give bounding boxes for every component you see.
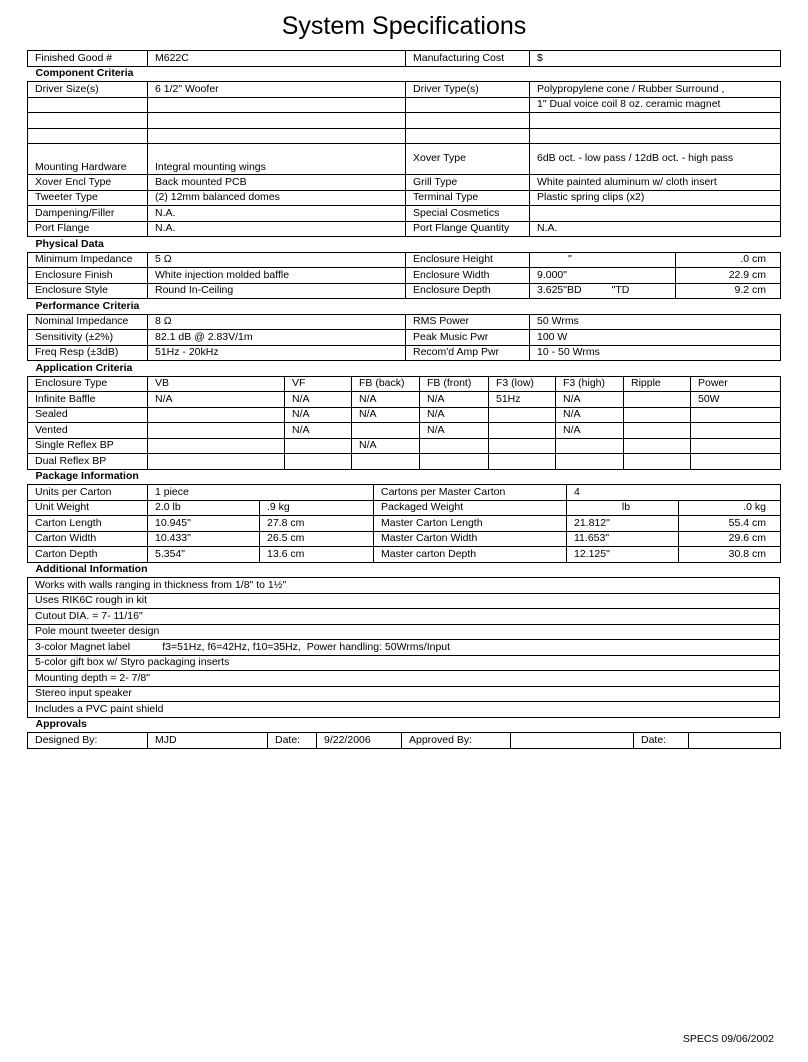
section-header (28, 361, 781, 376)
table-cell: N/A (285, 407, 352, 423)
col-header: FB (front) (420, 376, 489, 392)
cartons-per-master-value: 4 (567, 485, 781, 501)
table-cell (489, 454, 556, 470)
col-header: VB (148, 376, 285, 392)
table-row (28, 516, 781, 532)
list-item (28, 686, 780, 702)
freq-resp-value: 51Hz - 20kHz (148, 345, 406, 361)
list-item (28, 593, 780, 609)
table-cell: 50W (691, 392, 781, 408)
section-header (28, 237, 781, 252)
units-per-carton-value: 1 piece (148, 485, 374, 501)
enclosure-style-label: Enclosure Style (28, 283, 148, 299)
date2-label: Date: (634, 733, 689, 749)
port-flange-value: N.A. (148, 221, 406, 237)
table-cell (148, 407, 285, 423)
col-header: Ripple (624, 376, 691, 392)
additional-table (27, 563, 780, 718)
sensitivity-label: Sensitivity (±2%) (28, 330, 148, 346)
table-cell: Master Carton Width (374, 531, 567, 547)
finished-good-value: M622C (148, 51, 406, 67)
xover-encl-value: Back mounted PCB (148, 175, 406, 191)
driver-size-label: Driver Size(s) (28, 82, 148, 98)
list-item (28, 671, 780, 687)
table-cell (489, 423, 556, 439)
cosmetics-value (530, 206, 781, 222)
tweeter-type-value: (2) 12mm balanced domes (148, 190, 406, 206)
enclosure-style-value: Round In-Ceiling (148, 283, 406, 299)
enclosure-finish-value: White injection molded baffle (148, 268, 406, 284)
table-cell (352, 454, 420, 470)
driver-type-value-1: Polypropylene cone / Rubber Surround , (530, 82, 781, 98)
table-row (28, 82, 781, 98)
table-cell (420, 438, 489, 454)
table-cell (624, 438, 691, 454)
table-cell: Master carton Depth (374, 547, 567, 563)
table-cell: N/A (556, 407, 624, 423)
list-item (28, 578, 780, 594)
table-cell: Carton Width (28, 531, 148, 547)
table-cell: Master Carton Length (374, 516, 567, 532)
table-row (28, 51, 781, 67)
table-cell: Dual Reflex BP (28, 454, 148, 470)
table-cell (691, 438, 781, 454)
physical-heading: Physical Data (28, 237, 781, 252)
package-table (27, 470, 781, 563)
list-item (28, 640, 780, 656)
section-header (28, 299, 781, 314)
section-header (28, 470, 781, 485)
depth-bd: 3.625"BD (537, 284, 582, 296)
table-cell: 5.354" (148, 547, 260, 563)
approved-by-label: Approved By: (402, 733, 511, 749)
table-row (28, 392, 781, 408)
table-cell (691, 407, 781, 423)
table-row (28, 252, 781, 268)
cartons-per-master-label: Cartons per Master Carton (374, 485, 567, 501)
terminal-type-value: Plastic spring clips (x2) (530, 190, 781, 206)
table-cell: 11.653" (567, 531, 679, 547)
package-heading: Package Information (28, 470, 781, 485)
table-cell: N/A (420, 407, 489, 423)
table-cell: Carton Depth (28, 547, 148, 563)
table-cell: N/A (420, 392, 489, 408)
table-cell: 30.8 cm (679, 547, 781, 563)
table-row (28, 314, 781, 330)
amp-power-label: Recom'd Amp Pwr (406, 345, 530, 361)
cosmetics-label: Special Cosmetics (406, 206, 530, 222)
table-cell (148, 438, 285, 454)
component-heading: Component Criteria (28, 66, 781, 82)
table-cell: Vented (28, 423, 148, 439)
depth-td: "TD (611, 284, 630, 296)
note-line: Includes a PVC paint shield (28, 702, 780, 718)
table-cell: Single Reflex BP (28, 438, 148, 454)
spec-table-main (27, 50, 781, 237)
designed-by-value: MJD (148, 733, 268, 749)
table-cell (420, 454, 489, 470)
table-cell: 10.945" (148, 516, 260, 532)
table-cell (624, 423, 691, 439)
table-row (28, 485, 781, 501)
grill-type-label: Grill Type (406, 175, 530, 191)
performance-table (27, 299, 781, 361)
table-cell: Carton Length (28, 516, 148, 532)
port-flange-label: Port Flange (28, 221, 148, 237)
enclosure-width-cm: 22.9 cm (676, 268, 781, 284)
table-cell (285, 438, 352, 454)
note-line: Mounting depth = 2- 7/8" (28, 671, 780, 687)
amp-power-value: 10 - 50 Wrms (530, 345, 781, 361)
enclosure-height-label: Enclosure Height (406, 252, 530, 268)
section-header (28, 563, 780, 578)
approvals-heading: Approvals (28, 718, 781, 733)
min-impedance-value: 5 Ω (148, 252, 406, 268)
table-cell: 55.4 cm (679, 516, 781, 532)
table-cell: 21.812" (567, 516, 679, 532)
driver-size-value: 6 1/2" Woofer (148, 82, 406, 98)
enclosure-depth-label: Enclosure Depth (406, 283, 530, 299)
enclosure-height-in: " (530, 252, 676, 268)
driver-type-label: Driver Type(s) (406, 82, 530, 98)
list-item (28, 624, 780, 640)
table-cell (624, 454, 691, 470)
table-cell: Packaged Weight (374, 500, 567, 516)
xover-type-label: Xover Type (406, 144, 530, 175)
mounting-value: Integral mounting wings (148, 144, 406, 175)
port-qty-value: N.A. (530, 221, 781, 237)
list-item (28, 655, 780, 671)
enclosure-width-label: Enclosure Width (406, 268, 530, 284)
table-row (28, 547, 781, 563)
enclosure-depth-cm: 9.2 cm (676, 283, 781, 299)
table-cell: Sealed (28, 407, 148, 423)
note-line: Stereo input speaker (28, 686, 780, 702)
designed-by-label: Designed By: (28, 733, 148, 749)
application-heading: Application Criteria (28, 361, 781, 376)
port-qty-label: Port Flange Quantity (406, 221, 530, 237)
table-cell: 10.433" (148, 531, 260, 547)
xover-type-value: 6dB oct. - low pass / 12dB oct. - high pass (530, 144, 781, 175)
table-row (28, 438, 781, 454)
mfg-cost-value: $ (530, 51, 781, 67)
table-cell (489, 438, 556, 454)
table-row (28, 128, 781, 144)
table-cell: N/A (352, 392, 420, 408)
table-row (28, 190, 781, 206)
note-line: Cutout DIA. = 7- 11/16" (28, 609, 780, 625)
table-row (28, 407, 781, 423)
enclosure-finish-label: Enclosure Finish (28, 268, 148, 284)
table-cell: 29.6 cm (679, 531, 781, 547)
table-cell (148, 423, 285, 439)
application-table (27, 361, 781, 470)
min-impedance-label: Minimum Impedance (28, 252, 148, 268)
grill-type-value: White painted aluminum w/ cloth insert (530, 175, 781, 191)
table-row (28, 144, 781, 175)
peak-power-value: 100 W (530, 330, 781, 346)
units-per-carton-label: Units per Carton (28, 485, 148, 501)
rms-power-value: 50 Wrms (530, 314, 781, 330)
table-cell (624, 407, 691, 423)
mfg-cost-label: Manufacturing Cost (406, 51, 530, 67)
table-cell (691, 423, 781, 439)
col-header: Enclosure Type (28, 376, 148, 392)
section-header (28, 66, 781, 82)
col-header: F3 (low) (489, 376, 556, 392)
table-cell: Unit Weight (28, 500, 148, 516)
col-header: VF (285, 376, 352, 392)
table-row (28, 531, 781, 547)
physical-table (27, 237, 781, 299)
table-row (28, 206, 781, 222)
table-row (28, 97, 781, 113)
approved-by-value (511, 733, 634, 749)
table-cell: N/A (285, 423, 352, 439)
additional-heading: Additional Information (28, 563, 780, 578)
application-header-row (28, 376, 781, 392)
table-cell: 2.0 lb (148, 500, 260, 516)
table-row (28, 283, 781, 299)
table-row (28, 175, 781, 191)
dampening-label: Dampening/Filler (28, 206, 148, 222)
date2-value (689, 733, 781, 749)
table-row (28, 500, 781, 516)
table-row (28, 454, 781, 470)
col-header: FB (back) (352, 376, 420, 392)
table-cell: N/A (352, 438, 420, 454)
sensitivity-value: 82.1 dB @ 2.83V/1m (148, 330, 406, 346)
table-cell (148, 454, 285, 470)
table-cell (691, 454, 781, 470)
freq-resp-label: Freq Resp (±3dB) (28, 345, 148, 361)
xover-encl-label: Xover Encl Type (28, 175, 148, 191)
section-header (28, 718, 781, 733)
date-label: Date: (268, 733, 317, 749)
spec-sheet (27, 50, 780, 749)
mounting-label: Mounting Hardware (28, 144, 148, 175)
enclosure-depth-in (530, 283, 676, 299)
table-row (28, 221, 781, 237)
table-cell: N/A (420, 423, 489, 439)
table-cell: 26.5 cm (260, 531, 374, 547)
nominal-impedance-value: 8 Ω (148, 314, 406, 330)
dampening-value: N.A. (148, 206, 406, 222)
note-line: 3-color Magnet label f3=51Hz, f6=42Hz, f10=35Hz, Power handling: 50Wrms/Input (28, 640, 780, 656)
page-title: System Specifications (281, 12, 527, 40)
table-cell: .0 kg (679, 500, 781, 516)
table-cell (285, 454, 352, 470)
col-header: F3 (high) (556, 376, 624, 392)
note-line: Pole mount tweeter design (28, 624, 780, 640)
table-row (28, 345, 781, 361)
footer-code: SPECS 09/06/2002 (682, 1033, 774, 1045)
nominal-impedance-label: Nominal Impedance (28, 314, 148, 330)
table-cell (352, 423, 420, 439)
table-row (28, 268, 781, 284)
table-cell: 13.6 cm (260, 547, 374, 563)
rms-power-label: RMS Power (406, 314, 530, 330)
enclosure-height-cm: .0 cm (676, 252, 781, 268)
table-cell: N/A (352, 407, 420, 423)
finished-good-label: Finished Good # (28, 51, 148, 67)
note-line: 5-color gift box w/ Styro packaging inserts (28, 655, 780, 671)
table-cell: .9 kg (260, 500, 374, 516)
enclosure-width-in: 9.000" (530, 268, 676, 284)
table-cell: 51Hz (489, 392, 556, 408)
table-cell: Infinite Baffle (28, 392, 148, 408)
table-cell (556, 454, 624, 470)
terminal-type-label: Terminal Type (406, 190, 530, 206)
table-row (28, 423, 781, 439)
table-cell: N/A (556, 423, 624, 439)
list-item (28, 609, 780, 625)
tweeter-type-label: Tweeter Type (28, 190, 148, 206)
table-cell: N/A (285, 392, 352, 408)
note-line: Uses RIK6C rough in kit (28, 593, 780, 609)
table-cell (556, 438, 624, 454)
table-cell: N/A (148, 392, 285, 408)
list-item (28, 702, 780, 718)
table-cell (489, 407, 556, 423)
table-cell: 27.8 cm (260, 516, 374, 532)
col-header: Power (691, 376, 781, 392)
date-value: 9/22/2006 (317, 733, 402, 749)
table-cell (624, 392, 691, 408)
peak-power-label: Peak Music Pwr (406, 330, 530, 346)
approvals-table (27, 718, 781, 749)
performance-heading: Performance Criteria (28, 299, 781, 314)
table-row (28, 330, 781, 346)
driver-type-value-2: 1" Dual voice coil 8 oz. ceramic magnet (530, 97, 781, 113)
table-row (28, 733, 781, 749)
table-cell: N/A (556, 392, 624, 408)
note-line: Works with walls ranging in thickness from 1/8" to 1½" (28, 578, 780, 594)
table-row (28, 113, 781, 129)
table-cell: lb (567, 500, 679, 516)
table-cell: 12.125" (567, 547, 679, 563)
